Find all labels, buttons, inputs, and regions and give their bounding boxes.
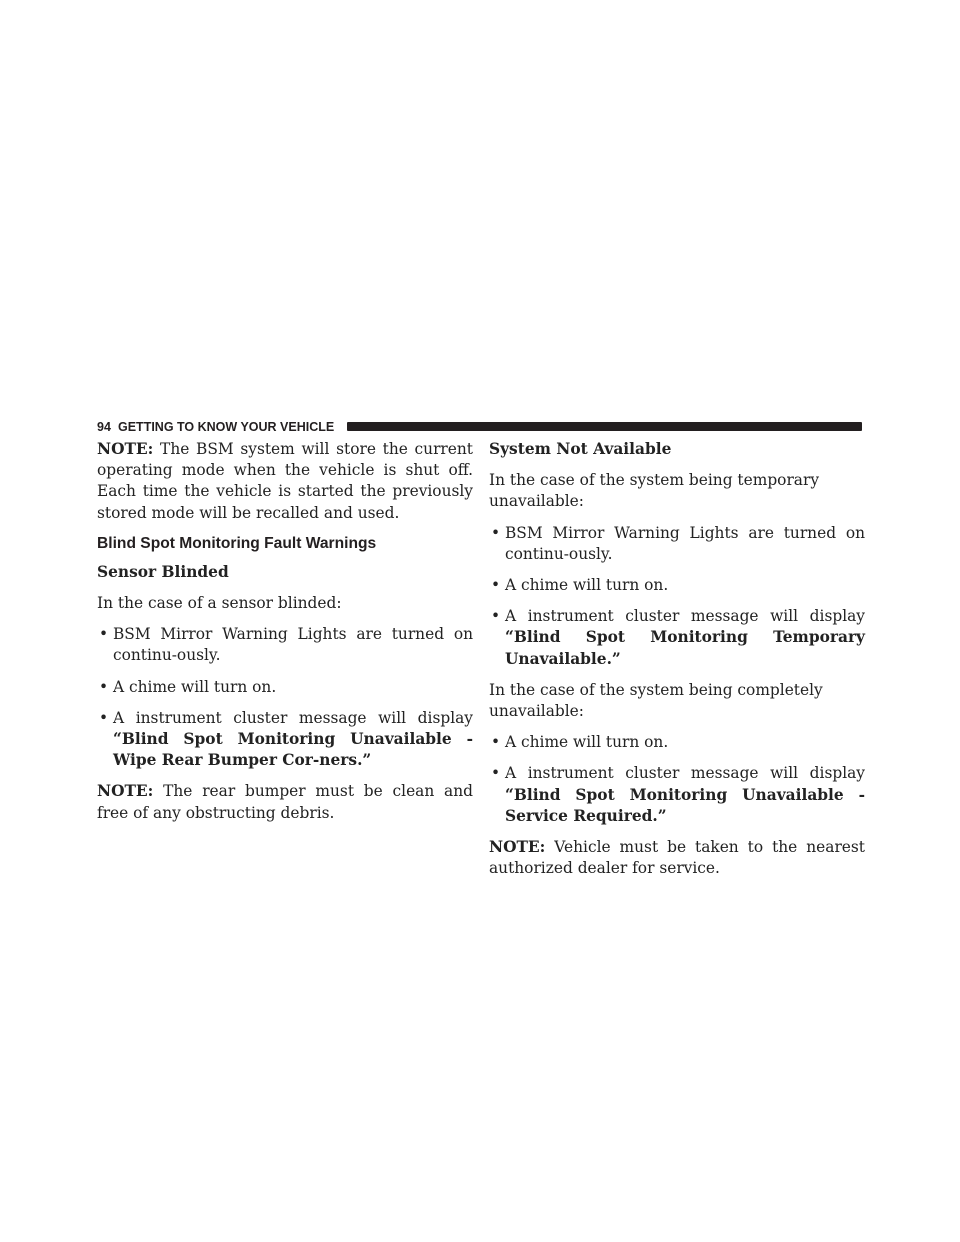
note-label: NOTE: <box>97 440 154 458</box>
bullet-icon: • <box>491 523 501 542</box>
cluster-message: “Blind Spot Monitoring Unavailable - Wipe Rear Bumper Cor-ners.” <box>113 730 473 770</box>
fault-warnings-heading: Blind Spot Monitoring Fault Warnings <box>97 534 377 552</box>
cluster-message: “Blind Spot Monitoring Temporary Unavailable.” <box>505 628 865 668</box>
bullet-icon: • <box>99 625 109 644</box>
bullet-icon: • <box>99 677 109 696</box>
list-item <box>97 708 473 772</box>
completely-unavailable-list <box>489 732 865 827</box>
list-item-text: A instrument cluster message will display <box>505 764 865 783</box>
list-item-text: A chime will turn on. <box>505 733 669 752</box>
list-item <box>97 624 473 666</box>
bullet-icon: • <box>491 733 501 752</box>
list-item <box>489 606 865 670</box>
page-header <box>97 419 862 435</box>
list-item-text: A instrument cluster message will display <box>113 708 473 727</box>
list-item-text: BSM Mirror Warning Lights are turned on continu-ously. <box>505 523 865 563</box>
sensor-blinded-list <box>97 624 473 771</box>
note-label: NOTE: <box>97 782 154 801</box>
note-text: Vehicle must be taken to the nearest authorized dealer for service. <box>489 838 865 878</box>
note-label: NOTE: <box>489 838 546 857</box>
bullet-icon: • <box>491 607 501 626</box>
note-bsm-memory <box>97 439 473 524</box>
system-not-available-subhead: System Not Available <box>489 440 672 458</box>
left-column <box>97 439 473 824</box>
list-item <box>489 575 865 596</box>
completely-unavailable-intro: In the case of the system being completely unavailable: <box>489 680 823 721</box>
note-text: The BSM system will store the current operating mode when the vehicle is shut off. Each time the vehicle is started the previously stored mode will be recalled and used. <box>97 440 473 522</box>
temporary-unavailable-intro: In the case of the system being temporary unavailable: <box>489 471 820 511</box>
list-item <box>489 732 865 753</box>
note-text: The rear bumper must be clean and free of any obstructing debris. <box>97 782 473 822</box>
list-item-text: A chime will turn on. <box>505 576 669 595</box>
right-column <box>489 439 865 879</box>
note-rear-bumper <box>97 781 473 823</box>
note-dealer-service <box>489 837 865 879</box>
bullet-icon: • <box>99 708 109 727</box>
bullet-icon: • <box>491 576 501 595</box>
list-item-text: BSM Mirror Warning Lights are turned on continu-ously. <box>113 625 473 665</box>
sensor-blinded-intro: In the case of a sensor blinded: <box>97 594 342 613</box>
list-item <box>489 763 865 827</box>
section-title: GETTING TO KNOW YOUR VEHICLE <box>118 420 335 434</box>
temporary-unavailable-list <box>489 523 865 670</box>
page-number: 94 <box>97 420 111 434</box>
cluster-message: “Blind Spot Monitoring Unavailable - Service Required.” <box>505 785 865 825</box>
list-item-text: A chime will turn on. <box>113 677 277 696</box>
bullet-icon: • <box>491 764 501 783</box>
list-item <box>97 677 473 698</box>
list-item <box>489 523 865 565</box>
sensor-blinded-subhead: Sensor Blinded <box>97 562 229 581</box>
header-rule <box>347 422 862 431</box>
list-item-text: A instrument cluster message will display <box>505 607 865 626</box>
